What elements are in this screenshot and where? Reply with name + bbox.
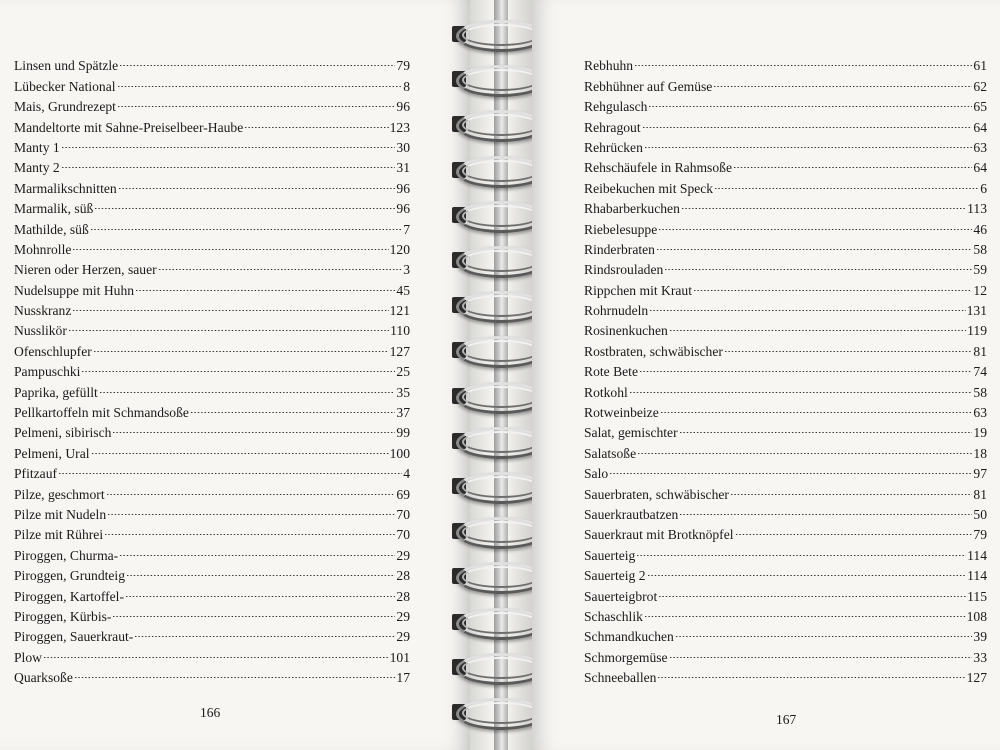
dot-leader: [112, 601, 395, 621]
entry-page-number: 63: [973, 139, 987, 155]
entry-title: Sauerteig: [584, 547, 636, 563]
entry-page-number: 81: [973, 343, 987, 359]
dot-leader: [93, 335, 389, 355]
entry-page-number: 64: [973, 119, 987, 135]
index-entry: [584, 152, 987, 176]
ring-coil-inner: [462, 431, 540, 453]
dot-leader: [656, 234, 972, 254]
page-number-left: 166: [200, 705, 221, 720]
entry-page-number: 113: [967, 201, 987, 217]
entry-page-number: 19: [973, 425, 987, 441]
dot-leader: [675, 621, 973, 641]
dot-leader: [609, 458, 972, 478]
entry-title: Pilze mit Nudeln: [14, 506, 107, 522]
entry-title: Mandeltorte mit Sahne-Preiselbeer-Haube: [14, 119, 244, 135]
entry-page-number: 4: [403, 466, 410, 482]
index-list-left: [14, 50, 410, 686]
entry-page-number: 29: [396, 629, 410, 645]
dot-leader: [644, 601, 966, 621]
entry-page-number: 33: [973, 649, 987, 665]
entry-page-number: 81: [973, 486, 987, 502]
entry-title: Nusskranz: [14, 303, 72, 319]
entry-title: Rote Bete: [584, 364, 638, 380]
entry-title: Rehschäufele in Rahmsoße: [584, 160, 732, 176]
dot-leader: [126, 560, 395, 580]
dot-leader: [636, 539, 966, 559]
index-entry: [584, 458, 987, 482]
entry-page-number: 96: [396, 201, 410, 217]
entry-title: Mais, Grundrezept: [14, 99, 116, 115]
index-entry: [14, 172, 410, 196]
index-entry: [584, 437, 987, 461]
index-entry: [584, 50, 987, 74]
dot-leader: [104, 519, 395, 539]
dot-leader: [735, 519, 973, 539]
entry-page-number: 59: [973, 262, 987, 278]
entry-page-number: 50: [973, 506, 987, 522]
dot-leader: [119, 50, 395, 70]
entry-title: Rohrnudeln: [584, 303, 649, 319]
entry-title: Ofenschlupfer: [14, 343, 92, 359]
dot-leader: [669, 641, 973, 661]
dot-leader: [629, 376, 973, 396]
dot-leader: [681, 193, 966, 213]
ring-coil-inner: [462, 386, 540, 408]
entry-title: Pelmeni, sibirisch: [14, 425, 112, 441]
entry-page-number: 18: [973, 445, 987, 461]
entry-page-number: 29: [396, 608, 410, 624]
entry-page-number: 127: [966, 670, 987, 686]
dot-leader: [657, 662, 965, 682]
entry-title: Rotweinbeize: [584, 405, 659, 421]
entry-title: Rostbraten, schwäbischer: [584, 343, 723, 359]
entry-page-number: 127: [389, 343, 410, 359]
entry-page-number: 79: [396, 58, 410, 74]
entry-title: Rebhühner auf Gemüse: [584, 78, 713, 94]
dot-leader: [61, 152, 396, 172]
dot-leader: [125, 580, 395, 600]
entry-page-number: 39: [973, 629, 987, 645]
entry-title: Salo: [584, 466, 609, 482]
dot-leader: [244, 111, 388, 131]
ring-coil-inner: [462, 160, 540, 182]
dot-leader: [68, 315, 389, 335]
entry-page-number: 63: [973, 405, 987, 421]
right-page: [532, 0, 1000, 750]
entry-title: Piroggen, Sauerkraut-: [14, 629, 134, 645]
entry-title: Marmalikschnitten: [14, 180, 117, 196]
index-entry: [584, 601, 987, 624]
entry-page-number: 28: [396, 588, 410, 604]
entry-title: Nieren oder Herzen, sauer: [14, 262, 157, 278]
entry-page-number: 131: [966, 303, 987, 319]
ring-coil-inner: [462, 24, 540, 46]
entry-page-number: 108: [966, 608, 987, 624]
entry-title: Rehrücken: [584, 139, 643, 155]
entry-title: Salatsoße: [584, 445, 637, 461]
entry-title: Pampuschki: [14, 364, 81, 380]
entry-title: Rosinenkuchen: [584, 323, 668, 339]
entry-title: Schmorgemüse: [584, 649, 668, 665]
dot-leader: [91, 437, 389, 457]
entry-page-number: 12: [973, 282, 987, 298]
dot-leader: [648, 91, 972, 111]
entry-page-number: 61: [973, 58, 987, 74]
dot-leader: [119, 539, 395, 559]
entry-page-number: 121: [389, 303, 410, 319]
dot-leader: [724, 335, 972, 355]
dot-leader: [118, 172, 396, 192]
entry-page-number: 119: [967, 323, 987, 339]
entry-title: Paprika, gefüllt: [14, 384, 98, 400]
entry-title: Sauerkraut mit Brotknöpfel: [584, 527, 734, 543]
index-entry: [584, 111, 987, 135]
ring-coil-inner: [462, 612, 540, 634]
index-entry: [584, 376, 987, 400]
index-entry: [584, 397, 987, 421]
entry-page-number: 100: [389, 445, 410, 461]
dot-leader: [158, 254, 403, 274]
index-entry: [14, 335, 410, 359]
entry-title: Quarksoße: [14, 670, 73, 686]
entry-title: Schaschlik: [584, 608, 643, 624]
index-entry: [14, 641, 410, 665]
dot-leader: [679, 499, 972, 519]
index-entry: [584, 356, 987, 380]
entry-page-number: 97: [973, 466, 987, 482]
dot-leader: [190, 397, 395, 417]
index-entry: [584, 560, 987, 584]
index-entry: [14, 295, 410, 319]
ring-coil-inner: [462, 205, 540, 227]
entry-title: Sauerteigbrot: [584, 588, 658, 604]
index-list-right: [584, 50, 987, 686]
index-entry: [14, 478, 410, 502]
entry-page-number: 115: [967, 588, 987, 604]
entry-title: Rindsrouladen: [584, 262, 664, 278]
dot-leader: [58, 458, 402, 478]
entry-title: Schneeballen: [584, 670, 657, 686]
entry-title: Nudelsuppe mit Huhn: [14, 282, 135, 298]
entry-page-number: 70: [396, 506, 410, 522]
entry-title: Salat, gemischter: [584, 425, 678, 441]
index-entry: [14, 662, 410, 686]
entry-title: Pfitzauf: [14, 466, 58, 482]
dot-leader: [639, 356, 972, 376]
entry-page-number: 70: [396, 527, 410, 543]
dot-leader: [81, 356, 395, 376]
dot-leader: [693, 274, 972, 294]
dot-leader: [72, 234, 388, 254]
entry-page-number: 30: [396, 139, 410, 155]
dot-leader: [730, 478, 972, 498]
entry-title: Sauerteig 2: [584, 568, 646, 584]
entry-title: Rehgulasch: [584, 99, 648, 115]
entry-title: Rotkohl: [584, 384, 628, 400]
index-entry: [584, 478, 987, 502]
dot-leader: [135, 274, 395, 294]
entry-title: Piroggen, Churma-: [14, 547, 119, 563]
dot-leader: [134, 621, 395, 641]
entry-title: Sauerkrautbatzen: [584, 506, 679, 522]
entry-page-number: 123: [389, 119, 410, 135]
left-page: [0, 0, 470, 750]
entry-page-number: 8: [403, 78, 410, 94]
dot-leader: [99, 376, 396, 396]
index-entry: [14, 254, 410, 278]
entry-title: Mathilde, süß: [14, 221, 89, 237]
spiral-binding: [470, 0, 532, 750]
ring-coil-inner: [462, 657, 540, 679]
entry-page-number: 58: [973, 384, 987, 400]
entry-page-number: 45: [396, 282, 410, 298]
entry-title: Rebhuhn: [584, 58, 634, 74]
entry-page-number: 37: [396, 405, 410, 421]
index-entry: [14, 458, 410, 482]
dot-leader: [74, 662, 396, 682]
dot-leader: [107, 499, 395, 519]
dot-leader: [660, 397, 973, 417]
entry-title: Sauerbraten, schwäbischer: [584, 486, 729, 502]
dot-leader: [647, 560, 967, 580]
dot-leader: [714, 172, 979, 192]
index-entry: [14, 315, 410, 339]
entry-title: Rinderbraten: [584, 241, 655, 257]
entry-title: Manty 1: [14, 139, 60, 155]
entry-page-number: 28: [396, 568, 410, 584]
entry-title: Lübecker National: [14, 78, 116, 94]
entry-page-number: 3: [403, 262, 410, 278]
dot-leader: [634, 50, 972, 70]
dot-leader: [658, 580, 966, 600]
entry-page-number: 69: [396, 486, 410, 502]
entry-title: Nusslikör: [14, 323, 67, 339]
entry-page-number: 31: [396, 160, 410, 176]
dot-leader: [90, 213, 402, 233]
entry-page-number: 79: [973, 527, 987, 543]
page-number-right: 167: [776, 712, 797, 727]
entry-title: Riebelesuppe: [584, 221, 658, 237]
ring-coil-inner: [462, 250, 540, 272]
dot-leader: [43, 641, 389, 661]
entry-title: Pilze mit Rührei: [14, 527, 104, 543]
index-entry: [14, 234, 410, 257]
entry-title: Pelmeni, Ural: [14, 445, 90, 461]
entry-page-number: 74: [973, 364, 987, 380]
entry-title: Plow: [14, 649, 42, 665]
dot-leader: [733, 152, 972, 172]
entry-page-number: 65: [973, 99, 987, 115]
entry-page-number: 35: [396, 384, 410, 400]
entry-page-number: 17: [396, 670, 410, 686]
entry-title: Piroggen, Kürbis-: [14, 608, 112, 624]
entry-page-number: 101: [389, 649, 410, 665]
dot-leader: [649, 295, 965, 315]
entry-title: Piroggen, Kartoffel-: [14, 588, 124, 604]
dot-leader: [669, 315, 966, 335]
entry-page-number: 96: [396, 99, 410, 115]
index-entry: [14, 132, 410, 155]
entry-title: Pilze, geschmort: [14, 486, 105, 502]
entry-page-number: 99: [396, 425, 410, 441]
dot-leader: [713, 70, 972, 90]
entry-title: Reibekuchen mit Speck: [584, 180, 714, 196]
ring-coil-inner: [462, 702, 540, 724]
entry-page-number: 6: [980, 180, 987, 196]
entry-page-number: 46: [973, 221, 987, 237]
index-entry: [584, 132, 987, 155]
dot-leader: [106, 478, 396, 498]
index-entry: [14, 50, 410, 74]
entry-page-number: 114: [967, 568, 987, 584]
dot-leader: [117, 91, 395, 111]
entry-page-number: 29: [396, 547, 410, 563]
entry-title: Marmalik, süß: [14, 201, 94, 217]
dot-leader: [642, 111, 973, 131]
dot-leader: [117, 70, 403, 90]
entry-title: Linsen und Spätzle: [14, 58, 119, 74]
ring-coil-inner: [462, 476, 540, 498]
index-entry: [14, 152, 410, 176]
dot-leader: [61, 132, 396, 152]
entry-page-number: 58: [973, 241, 987, 257]
dot-leader: [94, 193, 395, 213]
index-entry: [584, 70, 987, 94]
dot-leader: [664, 254, 972, 274]
entry-page-number: 96: [396, 180, 410, 196]
entry-page-number: 120: [389, 241, 410, 257]
entry-title: Pellkartoffeln mit Schmandsoße: [14, 405, 189, 421]
dot-leader: [679, 417, 973, 437]
entry-page-number: 114: [967, 547, 987, 563]
entry-page-number: 62: [973, 78, 987, 94]
entry-title: Mohnrolle: [14, 241, 72, 257]
entry-title: Piroggen, Grundteig: [14, 568, 126, 584]
index-entry: [584, 621, 987, 645]
entry-page-number: 110: [390, 323, 410, 339]
dot-leader: [658, 213, 972, 233]
entry-title: Manty 2: [14, 160, 60, 176]
entry-page-number: 7: [403, 221, 410, 237]
entry-page-number: 25: [396, 364, 410, 380]
dot-leader: [112, 417, 395, 437]
dot-leader: [72, 295, 388, 315]
dot-leader: [644, 132, 973, 152]
dot-leader: [637, 437, 972, 457]
entry-title: Rehragout: [584, 119, 641, 135]
entry-page-number: 64: [973, 160, 987, 176]
entry-title: Schmandkuchen: [584, 629, 674, 645]
index-entry: [584, 539, 987, 563]
entry-title: Rhabarberkuchen: [584, 201, 680, 217]
entry-title: Rippchen mit Kraut: [584, 282, 692, 298]
